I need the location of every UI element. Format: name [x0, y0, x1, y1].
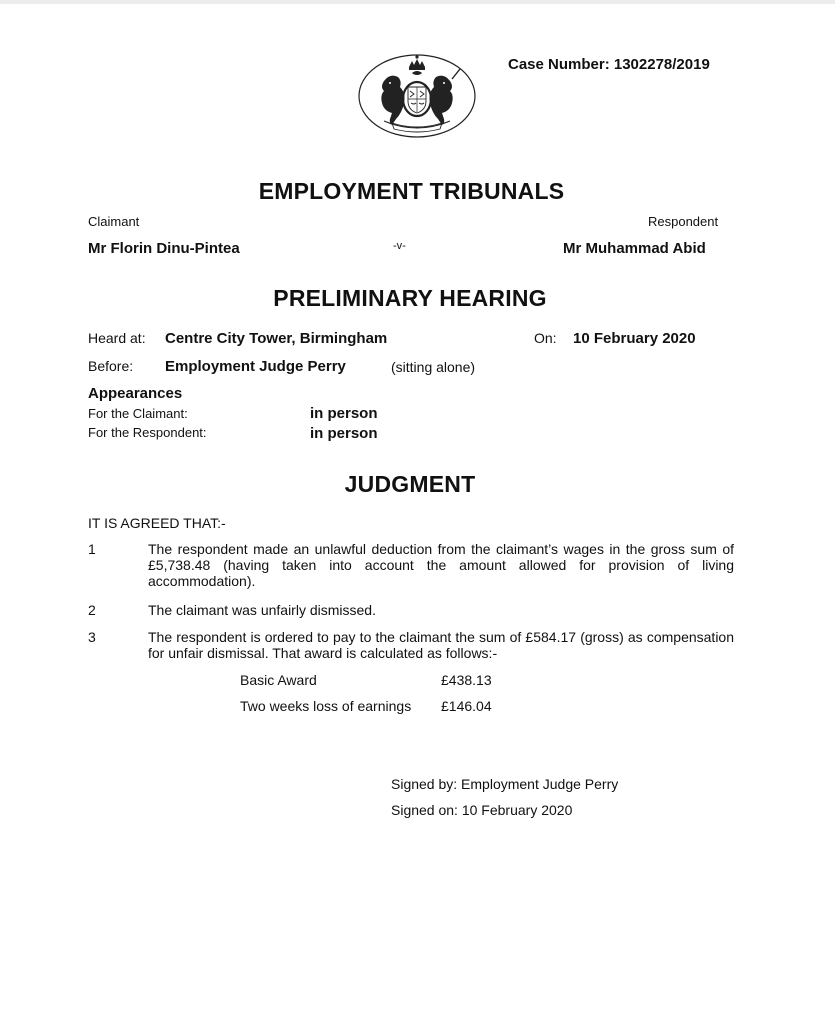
respondent-label: Respondent [648, 214, 719, 229]
hearing-title: PRELIMINARY HEARING [273, 285, 547, 311]
heard-at-value: Centre City Tower, Birmingham [165, 330, 388, 347]
agreed-intro: IT IS AGREED THAT:- [88, 515, 226, 531]
heard-at-label: Heard at: [88, 330, 146, 346]
appearance-claimant-label: For the Claimant: [88, 406, 188, 421]
judgment-title: JUDGMENT [344, 471, 476, 497]
item-text: The respondent made an unlawful deduction from the claimant’s wages in the gross sum of £5,738.48 (having taken into account the amount allowed for provision of living accommodation). [148, 541, 734, 589]
basic-award-label: Basic Award [240, 672, 317, 688]
appearance-respondent-label: For the Respondent: [88, 425, 207, 440]
item-text: The claimant was unfairly dismissed. [148, 602, 376, 618]
signed-by: Signed by: Employment Judge Perry [391, 776, 619, 792]
top-strip [0, 0, 835, 4]
loss-of-earnings-label: Two weeks loss of earnings [240, 698, 412, 714]
appearance-respondent-value: in person [310, 425, 378, 442]
signed-on: Signed on: 10 February 2020 [391, 802, 573, 818]
unicorn-icon [430, 69, 461, 125]
appearance-claimant-value: in person [310, 405, 378, 422]
hearing-date: 10 February 2020 [573, 330, 696, 347]
on-label: On: [534, 330, 557, 346]
versus-marker: -v- [393, 240, 406, 252]
before-label: Before: [88, 358, 134, 374]
item-text: The respondent is ordered to pay to the claimant the sum of £584.17 (gross) as compensation for unfair dismissal. That award is calculated as follows:- [148, 629, 734, 661]
case-number: Case Number: 1302278/2019 [508, 56, 710, 73]
crown-icon [409, 55, 425, 70]
loss-of-earnings-value: £146.04 [441, 698, 492, 714]
respondent-name: Mr Muhammad Abid [563, 240, 706, 257]
item-number: 1 [88, 541, 96, 557]
royal-coat-of-arms [356, 53, 478, 139]
item-number: 3 [88, 629, 96, 645]
sitting-note: (sitting alone) [391, 359, 476, 375]
item-number: 2 [88, 602, 96, 618]
claimant-name: Mr Florin Dinu-Pintea [88, 240, 240, 257]
judge-name: Employment Judge Perry [165, 358, 346, 375]
basic-award-value: £438.13 [441, 672, 492, 688]
lion-icon [381, 76, 404, 125]
appearances-heading: Appearances [88, 385, 183, 402]
claimant-label: Claimant [88, 214, 140, 229]
document-title: EMPLOYMENT TRIBUNALS [258, 178, 565, 204]
shield-icon [403, 82, 431, 116]
